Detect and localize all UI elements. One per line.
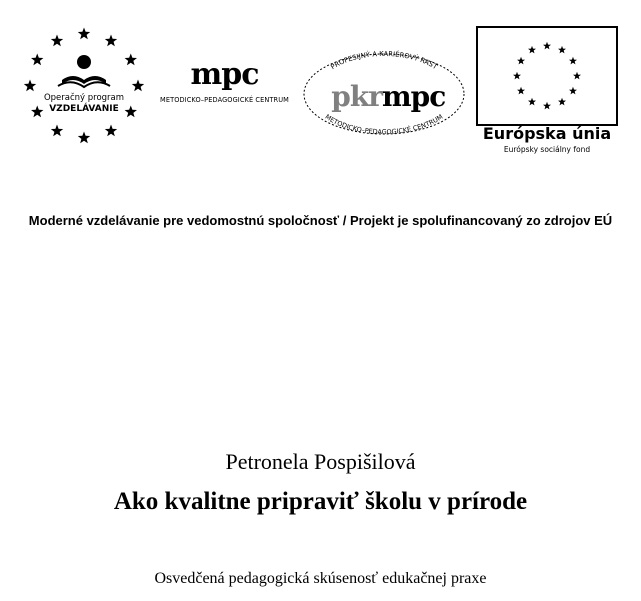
eu-star-icon [517, 87, 525, 95]
eu-star-icon [528, 98, 536, 106]
oppv-star-icon [78, 28, 90, 40]
document-subtitle: Osvedčená pedagogická skúsenosť edukačnej praxe [154, 570, 487, 587]
oppv-star-icon [78, 132, 90, 144]
oppv-star-icon [31, 54, 43, 66]
oppv-star-icon [125, 54, 137, 66]
author-name: Petronela Pospišilová [225, 449, 416, 474]
op-vzdelavanie-line1: Operačný program [43, 93, 125, 103]
pkr-mpc-emblem [298, 44, 470, 140]
eu-star-icon [558, 46, 566, 54]
pkr-word: pkr [331, 80, 382, 113]
eu-star-icon [569, 87, 577, 95]
pkr-arc-bottom: METODICKO–PEDAGOGICKÉ CENTRUM [323, 112, 445, 137]
eu-star-icon [543, 42, 551, 50]
mpc-logo-subtitle: METODICKO–PEDAGOGICKÉ CENTRUM [160, 96, 289, 104]
oppv-star-icon [31, 106, 43, 118]
eu-star-icon [528, 46, 536, 54]
mpc-logo-word: mpc [190, 57, 259, 92]
pkr-mpc-logo [298, 44, 470, 140]
eu-title: Európska únia [482, 124, 612, 143]
oppv-star-icon [105, 34, 117, 46]
eu-star-icon [517, 57, 525, 65]
op-vzdelavanie-emblem [22, 26, 146, 148]
oppv-star-icon [24, 80, 36, 92]
oppv-star-icon [51, 125, 63, 137]
op-vzdelavanie-logo [22, 26, 146, 148]
op-vzdelavanie-line2: VZDELÁVANIE [49, 104, 119, 114]
document-title: Ako kvalitne pripraviť školu v prírode [113, 488, 528, 515]
eu-star-icon [543, 102, 551, 110]
pkr-mpc-word: mpc [382, 80, 446, 113]
eu-star-icon [558, 98, 566, 106]
project-tagline: Moderné vzdelávanie pre vedomostnú spoločnosť / Projekt je spolufinancovaný zo zdrojov EÚ [28, 213, 613, 228]
oppv-star-icon [105, 125, 117, 137]
oppv-star-icon [51, 34, 63, 46]
eu-star-icon [569, 57, 577, 65]
pkr-arc-top: PROFESIJNÝ A KARIÉROVÝ RAST [329, 49, 439, 72]
mpc-logo [152, 57, 297, 115]
eu-flag [476, 26, 618, 126]
eu-star-icon [513, 72, 521, 80]
eu-star-icon [573, 72, 581, 80]
oppv-star-icon [125, 106, 137, 118]
eu-subtitle: Európsky sociálny fond [503, 145, 591, 154]
eu-stars-circle [478, 28, 616, 124]
oppv-star-icon [132, 80, 144, 92]
